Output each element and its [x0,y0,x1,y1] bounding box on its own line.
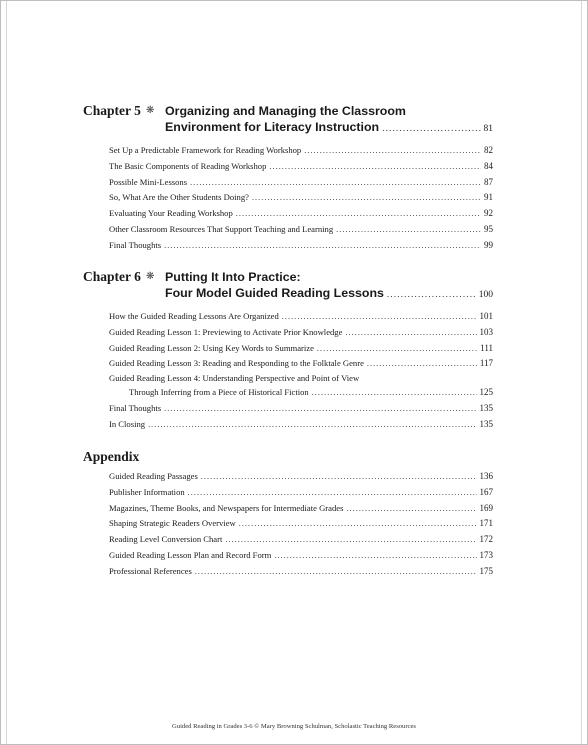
toc-entry-page: 169 [479,502,493,513]
toc-entry-title: Guided Reading Lesson 2: Using Key Words to Summarize [109,342,314,353]
dot-leader [312,385,477,401]
dot-leader [282,309,477,325]
toc-entry[interactable] [109,469,493,485]
toc-entry-title: Professional References [109,565,192,576]
toc-entry[interactable] [109,501,493,517]
appendix-title: Appendix [83,449,140,464]
toc-entry-title: Reading Level Conversion Chart [109,534,223,545]
page-frame-left [6,1,7,744]
toc-entry-page: 136 [479,471,493,481]
toc-entry-page: 135 [479,402,493,413]
toc-entry-title: So, What Are the Other Students Doing? [109,192,249,203]
toc-entry[interactable] [109,356,493,372]
toc-entry-title-continuation: Through Inferring from a Piece of Historical Fiction [129,387,309,398]
dot-leader [195,564,477,580]
dot-leader [304,143,481,159]
dot-leader [346,501,476,517]
toc-entry-title: Shaping Strategic Readers Overview [109,518,236,529]
dot-leader [164,238,481,254]
toc-entry[interactable] [109,143,493,159]
toc-entry-page: 87 [484,176,493,187]
chapter-title-line2-text: Four Model Guided Reading Lessons [165,286,384,300]
toc-entry-title: How the Guided Reading Lessons Are Organized [109,311,279,321]
chapter-title-line1: Putting It Into Practice: [165,270,301,284]
dot-leader [317,341,477,357]
dot-leader [345,325,476,341]
toc-entry-page: 167 [479,486,493,497]
toc-entry-title: Guided Reading Lesson 4: Understanding Perspective and Point of View [109,373,360,384]
chapter-heading [83,269,493,303]
toc-entry-title: Magazines, Theme Books, and Newspapers for Intermediate Grades [109,502,344,513]
chapter-entries [109,309,493,433]
toc-entry-title: Publisher Information [109,486,185,497]
dot-leader [336,222,481,238]
toc-entry-page: 111 [480,342,493,353]
toc-entry-title: Guided Reading Passages [109,471,198,481]
toc-entry[interactable] [109,206,493,222]
chapter-title [165,103,493,137]
toc-entry-page: 91 [484,192,493,203]
dot-leader [225,532,476,548]
toc-entry-page: 175 [479,565,493,576]
chapter-title-line2 [165,119,493,137]
chapter-number: Chapter 5 [83,103,141,118]
toc-entry[interactable] [109,516,493,532]
chapter-number: Chapter 6 [83,269,141,284]
toc-entry-page: 95 [484,223,493,234]
toc-entry[interactable] [109,159,493,175]
dot-leader [236,206,481,222]
toc-entry-title: Final Thoughts [109,402,162,413]
dot-leader [367,356,477,372]
toc-entry[interactable] [109,190,493,206]
dot-leader [382,120,480,136]
toc-entry-title: Evaluating Your Reading Workshop [109,208,233,219]
toc-entry-page: 103 [479,326,493,337]
flower-bullet-icon: ❋ [146,271,155,282]
chapter-title-line2 [165,285,493,303]
dot-leader [188,485,477,501]
toc-entry[interactable] [109,532,493,548]
toc-entry[interactable] [109,238,493,254]
toc-entry-title: Other Classroom Resources That Support Teaching and Learning [109,223,334,234]
dot-leader [201,469,477,485]
toc-entry-page: 135 [479,418,493,429]
toc-entry-page: 84 [484,160,493,171]
chapter-page-number: 81 [483,124,493,134]
toc-entry-title: Set Up a Predictable Framework for Reading Workshop [109,145,302,155]
toc-entry-page: 101 [479,311,493,321]
toc-entry-page: 82 [484,145,493,155]
toc-entry-page: 92 [484,208,493,219]
dot-leader [164,401,476,417]
appendix-entries [109,469,493,580]
toc-entry[interactable] [109,485,493,501]
chapter-heading [83,103,493,137]
appendix-section [83,449,493,580]
toc-entry-continuation[interactable] [109,385,493,401]
chapter-6-section [83,269,493,433]
page-frame-right [581,1,582,744]
toc-entry-page: 125 [479,387,493,398]
dot-leader [252,190,481,206]
toc-entry[interactable] [109,372,493,385]
dot-leader [190,175,481,191]
chapter-entries [109,143,493,254]
toc-entry-title: Guided Reading Lesson 1: Previewing to Activate Prior Knowledge [109,326,343,337]
dot-leader [148,417,476,433]
dot-leader [387,286,476,302]
toc-entry-title: Guided Reading Lesson Plan and Record Form [109,549,272,560]
toc-entry-page: 171 [479,518,493,529]
toc-entry-title: In Closing [109,418,146,429]
toc-entry[interactable] [109,175,493,191]
dot-leader [269,159,481,175]
toc-entry[interactable] [109,564,493,580]
flower-bullet-icon: ❋ [146,105,155,116]
chapter-title-line1: Organizing and Managing the Classroom [165,104,406,118]
chapter-title-line2-text: Environment for Literacy Instruction [165,120,380,134]
toc-entry[interactable] [109,401,493,417]
toc-entry[interactable] [109,309,493,325]
toc-entry-title: Final Thoughts [109,239,162,250]
toc-entry[interactable] [109,548,493,564]
toc-entry[interactable] [109,222,493,238]
chapter-5-section [83,103,493,254]
toc-entry-page: 172 [479,534,493,545]
dot-leader [239,516,477,532]
toc-entry-title: Guided Reading Lesson 3: Reading and Responding to the Folktale Genre [109,358,364,369]
chapter-title [165,269,493,303]
toc-entry-page: 117 [479,358,493,369]
toc-entry[interactable] [109,341,493,357]
page-footer: Guided Reading in Grades 3-6 © Mary Browning Schulman, Scholastic Teaching Resources [172,723,416,730]
toc-entry[interactable] [109,417,493,433]
chapter-page-number: 100 [478,290,493,300]
toc-entry-title: The Basic Components of Reading Workshop [109,160,267,171]
toc-entry-title: Possible Mini-Lessons [109,176,188,187]
toc-entry[interactable] [109,325,493,341]
toc-entry-page: 99 [484,239,493,250]
dot-leader [274,548,476,564]
toc-entry-page: 173 [479,549,493,560]
